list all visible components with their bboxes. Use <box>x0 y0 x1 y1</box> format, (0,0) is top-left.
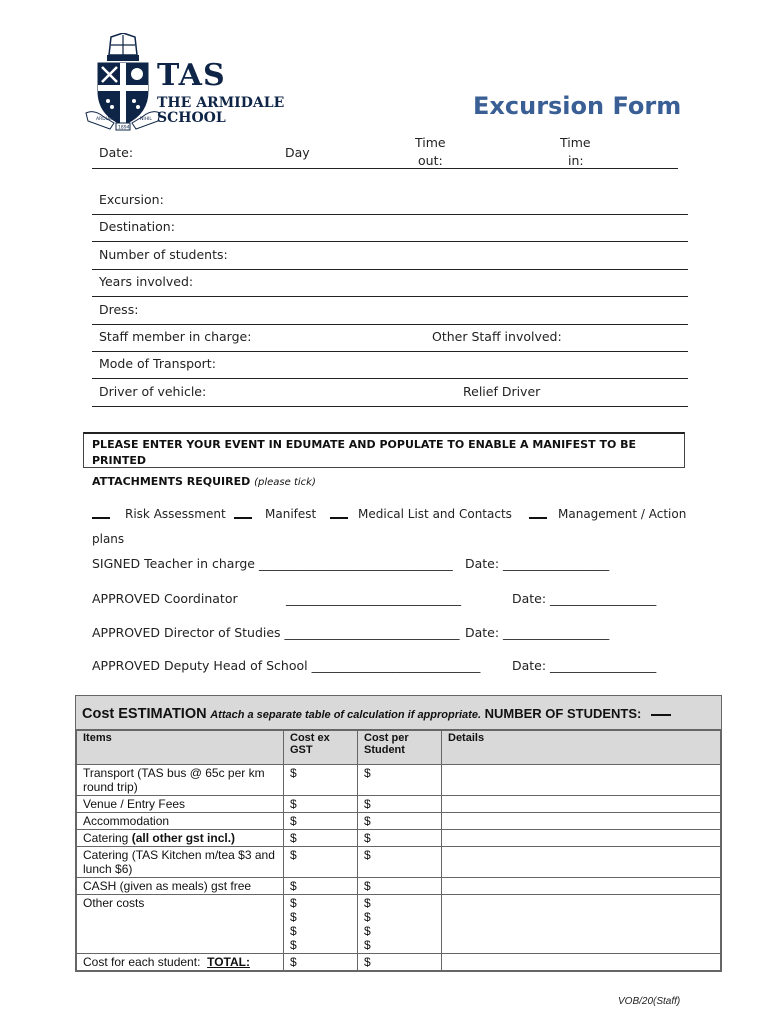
form-code: VOB/20(Staff) <box>618 996 681 1007</box>
table-header-row <box>77 731 721 765</box>
medical-list-label: Medical List and Contacts <box>358 507 512 521</box>
cost-estimation-table <box>75 695 722 972</box>
details-cell[interactable] <box>442 830 721 847</box>
cost-ex-cell[interactable]: $ <box>284 847 358 878</box>
cost-line: $ <box>290 938 297 952</box>
time-in-label: Time <box>560 135 591 150</box>
cost-per-cell[interactable]: $ <box>358 830 442 847</box>
item-cell: Accommodation <box>77 813 284 830</box>
cost-per-cell[interactable]: $ <box>358 878 442 895</box>
crest-motto-right: NIHIL <box>140 117 152 122</box>
details-cell[interactable] <box>442 813 721 830</box>
details-cell[interactable] <box>442 765 721 796</box>
school-crest-logo <box>84 33 162 133</box>
approved-deputy: APPROVED Deputy Head of School ___________________________ <box>92 658 481 673</box>
approved-coordinator-date: Date: _________________ <box>512 591 657 606</box>
relief-driver-label: Relief Driver <box>463 384 541 399</box>
col-details: Details <box>442 731 721 765</box>
cost-line: $ <box>290 896 297 910</box>
field-line[interactable] <box>92 378 688 379</box>
cost-line: $ <box>364 896 371 910</box>
cost-title-text: Cost ESTIMATION <box>82 706 207 722</box>
crest-motto-left: ARDUE <box>96 117 112 122</box>
staff-in-charge-label: Staff member in charge: <box>99 329 252 344</box>
table-row <box>77 813 721 830</box>
item-text: Catering <box>83 831 132 845</box>
years-label: Years involved: <box>99 274 194 289</box>
edumate-notice: PLEASE ENTER YOUR EVENT IN EDUMATE AND POPULATE TO ENABLE A MANIFEST TO BE PRINTED <box>83 432 685 468</box>
cost-ex-cell[interactable]: $ <box>284 954 358 971</box>
col-items: Items <box>77 731 284 765</box>
table-row <box>77 895 721 954</box>
risk-assessment-label: Risk Assessment <box>125 507 226 521</box>
students-count-field[interactable] <box>651 714 671 716</box>
day-label: Day <box>285 145 310 160</box>
time-out-label: Time <box>415 135 446 150</box>
details-cell[interactable] <box>442 878 721 895</box>
form-title: Excursion Form <box>473 92 682 120</box>
attachments-note: (please tick) <box>254 477 316 488</box>
excursion-label: Excursion: <box>99 192 164 207</box>
table-row <box>77 830 721 847</box>
cost-per-cell[interactable]: $ <box>358 765 442 796</box>
date-label: Date: <box>99 145 134 160</box>
field-line[interactable] <box>92 241 688 242</box>
cost-line: $ <box>364 924 371 938</box>
item-cell: Other costs <box>77 895 284 954</box>
transport-mode-label: Mode of Transport: <box>99 356 216 371</box>
time-out-label-2: out: <box>418 153 443 168</box>
tick-box[interactable] <box>234 517 252 519</box>
destination-label: Destination: <box>99 219 175 234</box>
field-line[interactable] <box>92 296 688 297</box>
cost-ex-cell[interactable]: $ <box>284 765 358 796</box>
cost-estimation-title <box>82 706 671 722</box>
management-action-label: Management / Action <box>558 507 687 521</box>
cost-subtitle: Attach a separate table of calculation if appropriate. <box>210 709 482 721</box>
approved-director-date: Date: _________________ <box>465 625 610 640</box>
tick-box[interactable] <box>529 517 547 519</box>
cost-estimation-header <box>76 696 721 730</box>
details-cell[interactable] <box>442 895 721 954</box>
details-cell[interactable] <box>442 954 721 971</box>
cost-ex-cell[interactable]: $ <box>284 878 358 895</box>
brand-line2: SCHOOL <box>157 110 226 126</box>
field-line[interactable] <box>92 214 688 215</box>
cost-line: $ <box>364 938 371 952</box>
attachments-heading-text: ATTACHMENTS REQUIRED <box>92 475 251 488</box>
approved-coordinator-line: ____________________________ <box>286 591 461 606</box>
field-line[interactable] <box>92 351 688 352</box>
cost-ex-cell[interactable]: $ <box>284 813 358 830</box>
item-cell: Transport (TAS bus @ 65c per km round trip) <box>77 765 284 796</box>
col-cost-per-student: Cost per Student <box>358 731 442 765</box>
cost-per-cell[interactable] <box>358 895 442 954</box>
item-bold-text: (all other gst incl.) <box>131 831 236 845</box>
item-cell <box>77 830 284 847</box>
item-cell: CASH (given as meals) gst free <box>77 878 284 895</box>
cost-per-cell[interactable]: $ <box>358 813 442 830</box>
col-cost-ex-gst: Cost ex GST <box>284 731 358 765</box>
management-action-label-wrap: plans <box>92 532 125 546</box>
approved-director: APPROVED Director of Studies ____________________________ <box>92 625 460 640</box>
field-line[interactable] <box>92 406 688 407</box>
total-label: Cost for each student: <box>83 955 201 969</box>
cost-ex-cell[interactable] <box>284 895 358 954</box>
students-count-label: NUMBER OF STUDENTS: <box>484 706 642 721</box>
cost-line: $ <box>290 924 297 938</box>
cost-ex-cell[interactable]: $ <box>284 830 358 847</box>
signed-teacher: SIGNED Teacher in charge _______________________________ <box>92 556 453 571</box>
item-cell <box>77 954 284 971</box>
tick-box[interactable] <box>330 517 348 519</box>
cost-per-cell[interactable]: $ <box>358 847 442 878</box>
cost-line: $ <box>290 910 297 924</box>
item-cell: Catering (TAS Kitchen m/tea $3 and lunch $6) <box>77 847 284 878</box>
cost-table <box>76 730 721 971</box>
cost-per-cell[interactable]: $ <box>358 796 442 813</box>
tick-box[interactable] <box>92 517 110 519</box>
dress-label: Dress: <box>99 302 139 317</box>
cost-per-cell[interactable]: $ <box>358 954 442 971</box>
cost-ex-cell[interactable]: $ <box>284 796 358 813</box>
header-line <box>92 168 678 169</box>
table-row <box>77 878 721 895</box>
table-row <box>77 765 721 796</box>
crest-year: 1894 <box>118 125 130 131</box>
details-cell[interactable] <box>442 796 721 813</box>
total-row <box>77 954 721 971</box>
cost-line: $ <box>364 910 371 924</box>
field-line[interactable] <box>92 324 688 325</box>
brand-line1: THE ARMIDALE <box>157 95 285 111</box>
time-in-label-2: in: <box>568 153 584 168</box>
table-row <box>77 847 721 878</box>
brand-short: TAS <box>157 58 226 93</box>
item-cell: Venue / Entry Fees <box>77 796 284 813</box>
table-row <box>77 796 721 813</box>
approved-deputy-date: Date: _________________ <box>512 658 657 673</box>
attachments-heading <box>92 475 316 488</box>
students-label: Number of students: <box>99 247 228 262</box>
other-staff-label: Other Staff involved: <box>432 329 562 344</box>
approved-coordinator: APPROVED Coordinator <box>92 591 238 606</box>
manifest-label: Manifest <box>265 507 317 521</box>
driver-label: Driver of vehicle: <box>99 384 207 399</box>
total-bold-label: TOTAL: <box>207 955 250 969</box>
field-line[interactable] <box>92 269 688 270</box>
details-cell[interactable] <box>442 847 721 878</box>
signed-teacher-date: Date: _________________ <box>465 556 610 571</box>
